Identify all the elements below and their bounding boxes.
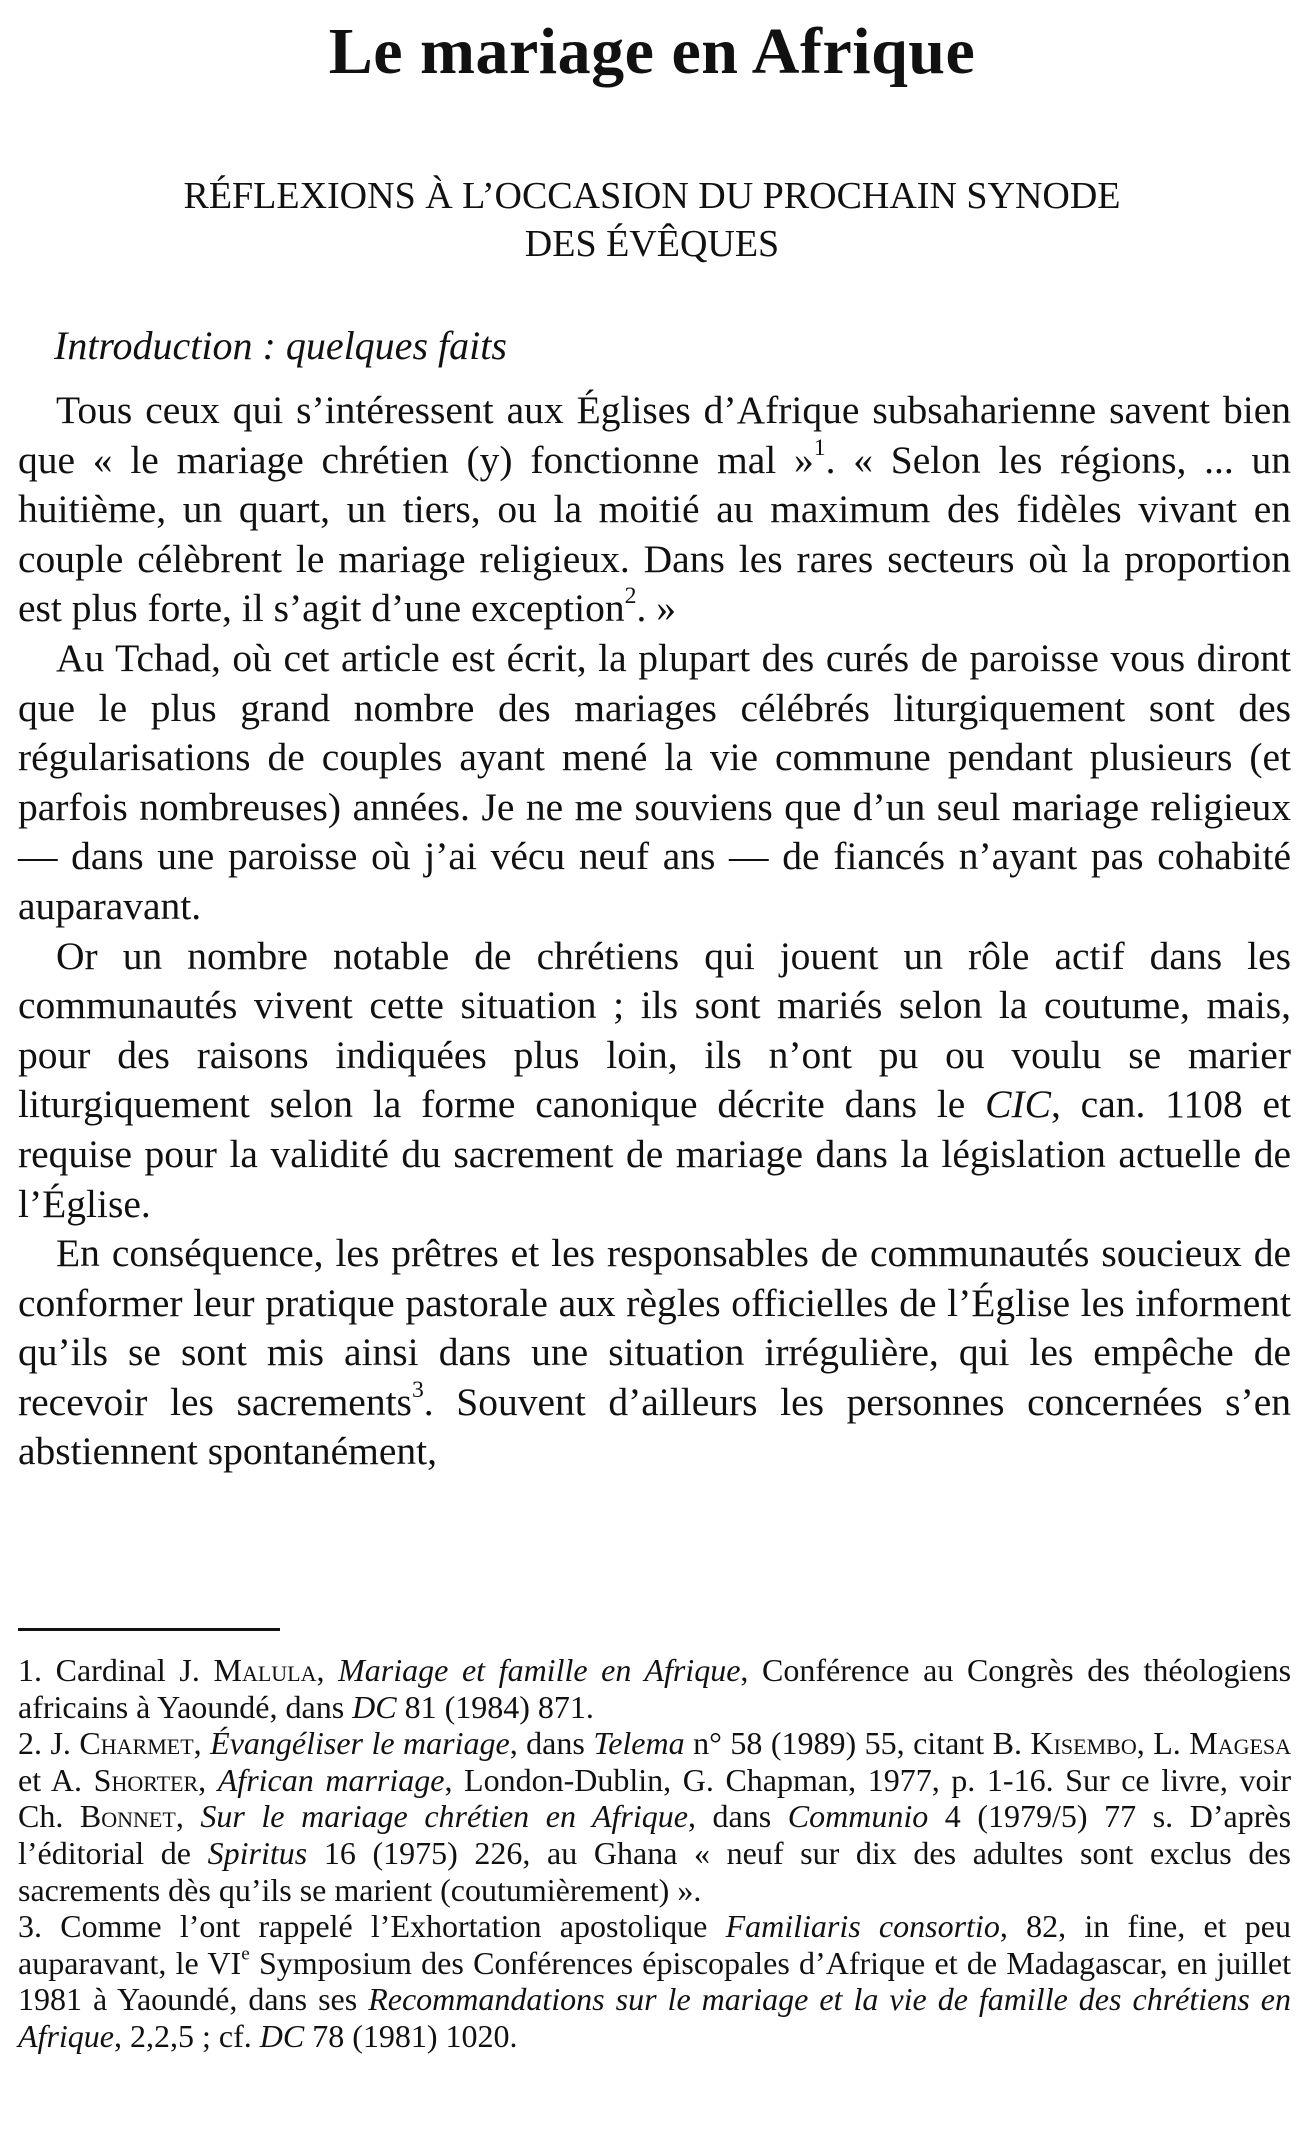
footnote-3-text: 3. Comme l’ont rappelé l’Exhortation apostolique — [18, 1908, 726, 1945]
footnote-2 — [18, 1725, 1291, 1908]
paragraph-1-text-b: . « Selon les régions, ... un huitième, un quart, un tiers, ou la moitié au maximum des fidèles vivant en couple célèbrent le mariage religieux. Dans les rares secteurs où la proportion est plus forte, il s’agit d’une exception — [18, 437, 1292, 631]
footnote-separator — [18, 1628, 280, 1631]
footnote-1-work: Mariage et famille en Afrique — [338, 1652, 741, 1688]
paragraph-4-text-a: En conséquence, les prêtres et les responsables de communautés soucieux de conformer leur pratique pastorale aux règles officielles de l’Église les informent qu’ils se sont mis ainsi dans une situation irrégulière, qui les empêche de recevoir les sacrements — [18, 1231, 1291, 1424]
article-subtitle — [60, 172, 1244, 268]
paragraph-3-cic: CIC — [985, 1082, 1051, 1127]
footnote-2-text: 4 (1979/5) 77 s. D’après l’éditorial de — [18, 1798, 1292, 1871]
paragraph-2: Au Tchad, où cet article est écrit, la plupart des curés de paroisse vous diront que le plus grand nombre des mariages célébrés liturgiquement sont des régularisations de couples ayant mené la vie commune pendant plusieurs (et parfois nombreuses) années. Je ne me souviens que d’un seul mariage religieux — dans une paroisse où j’ai vécu neuf ans — de fiancés n’ayant pas cohabité auparavant. — [18, 635, 1291, 928]
footnote-2-author: Shorter — [93, 1761, 199, 1798]
paragraph-4 — [18, 1229, 1291, 1477]
footnote-3-journal: DC — [259, 2017, 305, 2054]
section-heading: Introduction : quelques faits — [54, 323, 507, 368]
paragraph-4-text-b: . Souvent d’ailleurs les personnes concernées s’en abstiennent spontanément, — [18, 1379, 1291, 1474]
footnote-1-author: Malula — [213, 1652, 317, 1688]
footnote-2-text: , — [175, 1798, 201, 1835]
footnote-3-text: Symposium des Conférences épiscopales d’Afrique et de Madagascar, en juillet 1981 à Yaoundé, dans ses — [18, 1944, 1292, 2018]
footnote-3-text: , 2,2,5 ; cf. — [113, 2017, 260, 2054]
footnote-2-text: et A. — [18, 1761, 94, 1798]
footnote-2-work: Sur le mariage chrétien en Afrique — [200, 1798, 688, 1835]
footnote-ref-3: 3 — [411, 1377, 424, 1404]
footnote-3 — [18, 1908, 1291, 2054]
footnote-2-text: , dans — [509, 1725, 594, 1762]
footnote-3-text: , 82, in fine, et peu auparavant, le VI — [18, 1908, 1292, 1981]
paragraph-3-text-a: Or un nombre notable de chrétiens qui jouent un rôle actif dans les communautés vivent cette situation ; ils sont mariés selon la coutume, mais, pour des raisons indiquées plus loin, ils n’ont pu ou voulu se marier liturgiquement selon la forme canonique décrite dans le — [18, 933, 1291, 1127]
footnote-1-text: 81 (1984) 871. — [396, 1688, 594, 1725]
body-text — [18, 386, 1291, 1477]
footnote-2-author: Magesa — [1189, 1725, 1292, 1762]
footnote-3-superscript: e — [241, 1943, 250, 1965]
footnote-2-text: , — [193, 1725, 211, 1762]
footnote-1-text: , — [316, 1652, 339, 1688]
footnote-3-work: Familiaris consortio — [725, 1908, 1000, 1945]
paragraph-3 — [18, 932, 1291, 1230]
footnotes — [18, 1652, 1291, 2055]
footnote-2-journal: Spiritus — [207, 1834, 308, 1871]
footnote-2-text: , — [198, 1761, 218, 1798]
footnote-1-journal: DC — [352, 1688, 397, 1725]
footnote-2-text: , dans — [687, 1798, 788, 1835]
footnote-2-work: African marriage — [217, 1761, 445, 1798]
paragraph-1-text-a: Tous ceux qui s’intéressent aux Églises d’Afrique subsaharienne savent bien que « le mariage chrétien (y) fonctionne mal » — [18, 388, 1291, 482]
footnote-2-author: Charmet — [79, 1725, 194, 1762]
footnote-ref-2: 2 — [624, 583, 637, 610]
footnote-1-text: 1. Cardinal J. — [18, 1652, 214, 1688]
footnote-2-text: n° 58 (1989) 55, citant B. — [684, 1725, 1031, 1762]
footnote-2-work: Évangéliser le mariage — [210, 1725, 510, 1762]
paragraph-1 — [18, 386, 1291, 634]
paragraph-1-text-c: . » — [636, 586, 676, 631]
footnote-3-text: 78 (1981) 1020. — [304, 2017, 518, 2054]
footnote-2-journal: Telema — [593, 1725, 685, 1762]
footnote-2-journal: Communio — [787, 1798, 929, 1835]
subtitle-line-1: RÉFLEXIONS À L’OCCASION DU PROCHAIN SYNODE — [183, 175, 1121, 217]
article-title: Le mariage en Afrique — [328, 15, 976, 88]
footnote-2-author: Kisembo — [1030, 1725, 1137, 1762]
footnote-3-work: Recommandations sur le mariage et la vie de famille des chrétiens en Afrique — [18, 1981, 1292, 2054]
subtitle-line-2: DES ÉVÊQUES — [524, 223, 780, 265]
footnote-1 — [18, 1652, 1291, 1725]
footnote-2-author: Bonnet — [79, 1798, 176, 1835]
footnote-1-text: , Conférence au Congrès des théologiens africains à Yaoundé, dans — [18, 1652, 1292, 1725]
footnote-2-text: , L. — [1136, 1725, 1190, 1762]
footnote-2-text: 2. J. — [18, 1725, 80, 1762]
footnote-ref-1: 1 — [813, 434, 826, 461]
footnote-2-text: , London-Dublin, G. Chapman, 1977, p. 1-16. Sur ce livre, voir Ch. — [18, 1761, 1292, 1835]
paragraph-3-text-b: , can. 1108 et requise pour la validité du sacrement de mariage dans la législation actuelle de l’Église. — [18, 1082, 1292, 1226]
footnote-2-text: 16 (1975) 226, au Ghana « neuf sur dix des adultes sont exclus des sacrements dès qu’ils se marient (coutumièrement) ». — [18, 1834, 1292, 1908]
